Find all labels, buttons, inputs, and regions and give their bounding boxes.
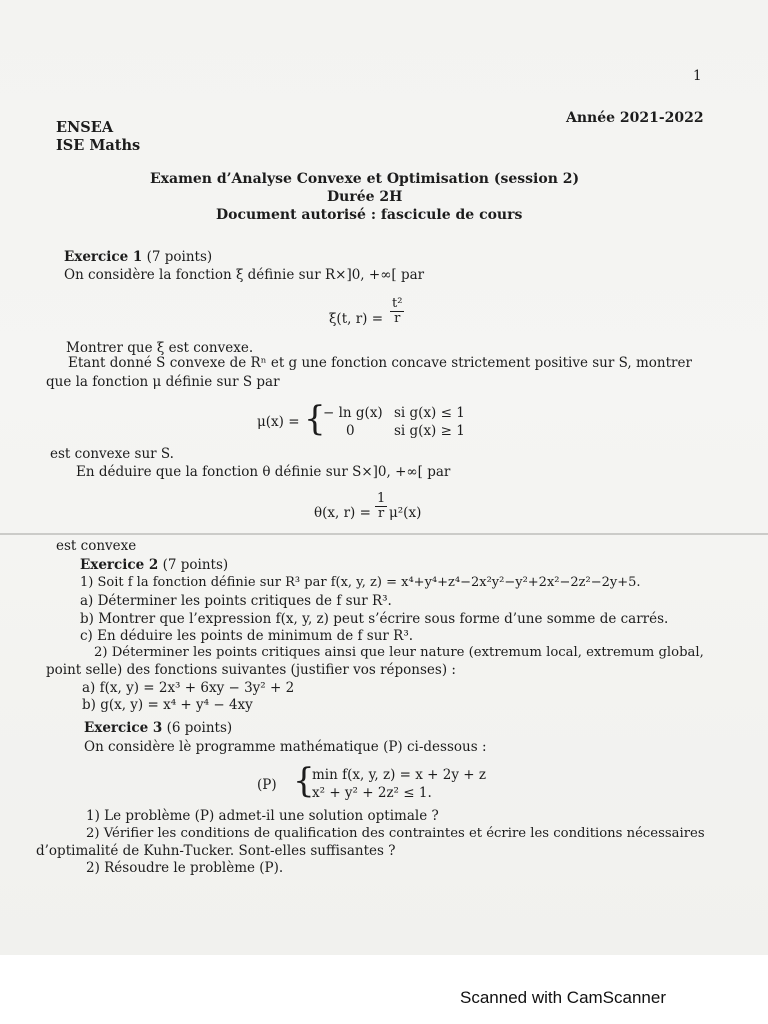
mu-case2-expr: 0 xyxy=(346,423,355,439)
ex2-line-2d: b) g(x, y) = x⁴ + y⁴ − 4xy xyxy=(82,697,253,713)
ex2-line-b: b) Montrer que l’expression f(x, y, z) peut s’écrire sous forme d’une somme de carrés. xyxy=(80,611,669,627)
problem-brace: { xyxy=(293,761,315,801)
ex1-question-2b: que la fonction μ définie sur S par xyxy=(46,374,280,390)
ex2-header xyxy=(80,557,228,573)
left-brace: { xyxy=(304,399,326,439)
ex3-points: (6 points) xyxy=(166,720,233,736)
ex3-question-3: 2) Résoudre le problème (P). xyxy=(86,860,284,876)
mu-case1-cond: si g(x) ≤ 1 xyxy=(394,405,465,421)
ex1-question-3: En déduire que la fonction θ définie sur S×]0, +∞[ par xyxy=(76,464,451,480)
ex3-question-1: 1) Le problème (P) admet-il une solution optimale ? xyxy=(86,808,439,824)
theta-denominator: r xyxy=(378,506,385,521)
ex1-header xyxy=(64,249,212,265)
ex3-intro: On considère lè programme mathématique (P) ci-dessous : xyxy=(84,739,487,755)
ex1-heading: Exercice 1 xyxy=(64,249,143,265)
ex3-question-2a: 2) Vérifier les conditions de qualification des contraintes et écrire les conditions nécessaires xyxy=(86,826,705,841)
ex1-question-1: Montrer que ξ est convexe. xyxy=(66,340,254,356)
xi-fraction xyxy=(390,297,404,326)
ex2-line-c: c) En déduire les points de minimum de f sur R³. xyxy=(80,628,414,644)
problem-objective: min f(x, y, z) = x + 2y + z xyxy=(312,767,486,783)
ex1-question-2a: Etant donné S convexe de Rⁿ et g une fonction concave strictement positive sur S, montrer xyxy=(68,355,692,371)
mu-case2-cond: si g(x) ≥ 1 xyxy=(394,423,465,439)
academic-year: Année 2021-2022 xyxy=(566,110,704,126)
ex1-question-2c: est convexe sur S. xyxy=(50,446,174,462)
exam-title: Examen d’Analyse Convexe et Optimisation (session 2) xyxy=(150,171,580,187)
theta-formula-lhs: θ(x, r) = xyxy=(314,505,371,521)
ex2-line-1: 1) Soit f la fonction définie sur R³ par f(x, y, z) = x⁴+y⁴+z⁴−2x²y²−y²+2x²−2z²−2y+5. xyxy=(80,575,641,590)
xi-formula-lhs: ξ(t, r) = xyxy=(329,311,384,327)
problem-constraint: x² + y² + 2z² ≤ 1. xyxy=(312,785,432,801)
theta-fraction xyxy=(375,492,387,521)
ex3-question-2b: d’optimalité de Kuhn-Tucker. Sont-elles suffisantes ? xyxy=(36,843,396,859)
ex1-points: (7 points) xyxy=(146,249,213,265)
theta-numerator: 1 xyxy=(377,491,386,506)
ex2-heading: Exercice 2 xyxy=(80,557,159,573)
xi-denominator: r xyxy=(394,311,401,326)
ex3-heading: Exercice 3 xyxy=(84,720,163,736)
xi-numerator: t² xyxy=(392,296,403,311)
ex2-line-2b: point selle) des fonctions suivantes (justifier vos réponses) : xyxy=(46,662,456,678)
allowed-documents: Document autorisé : fascicule de cours xyxy=(216,207,523,223)
paper-fold-line xyxy=(0,533,768,535)
page-number: 1 xyxy=(693,68,702,84)
ex3-header xyxy=(84,720,232,736)
program-name: ISE Maths xyxy=(56,137,141,154)
ex2-line-2a: 2) Déterminer les points critiques ainsi que leur nature (extremum local, extremum global, xyxy=(94,645,704,660)
ex1-intro: On considère la fonction ξ définie sur R×]0, +∞[ par xyxy=(64,267,425,283)
mu-case1-expr: − ln g(x) xyxy=(323,405,383,421)
ex2-line-2c: a) f(x, y) = 2x³ + 6xy − 3y² + 2 xyxy=(82,680,295,696)
camscanner-watermark: Scanned with CamScanner xyxy=(460,988,667,1007)
ex2-points: (7 points) xyxy=(162,557,229,573)
exam-duration: Durée 2H xyxy=(327,189,403,205)
school-name: ENSEA xyxy=(56,119,114,136)
problem-label: (P) xyxy=(257,777,277,793)
ex2-line-a: a) Déterminer les points critiques de f sur R³. xyxy=(80,593,392,609)
theta-formula-rhs: μ²(x) xyxy=(389,505,422,521)
ex1-conclusion: est convexe xyxy=(56,538,137,554)
mu-formula-lhs: μ(x) = xyxy=(257,414,300,430)
